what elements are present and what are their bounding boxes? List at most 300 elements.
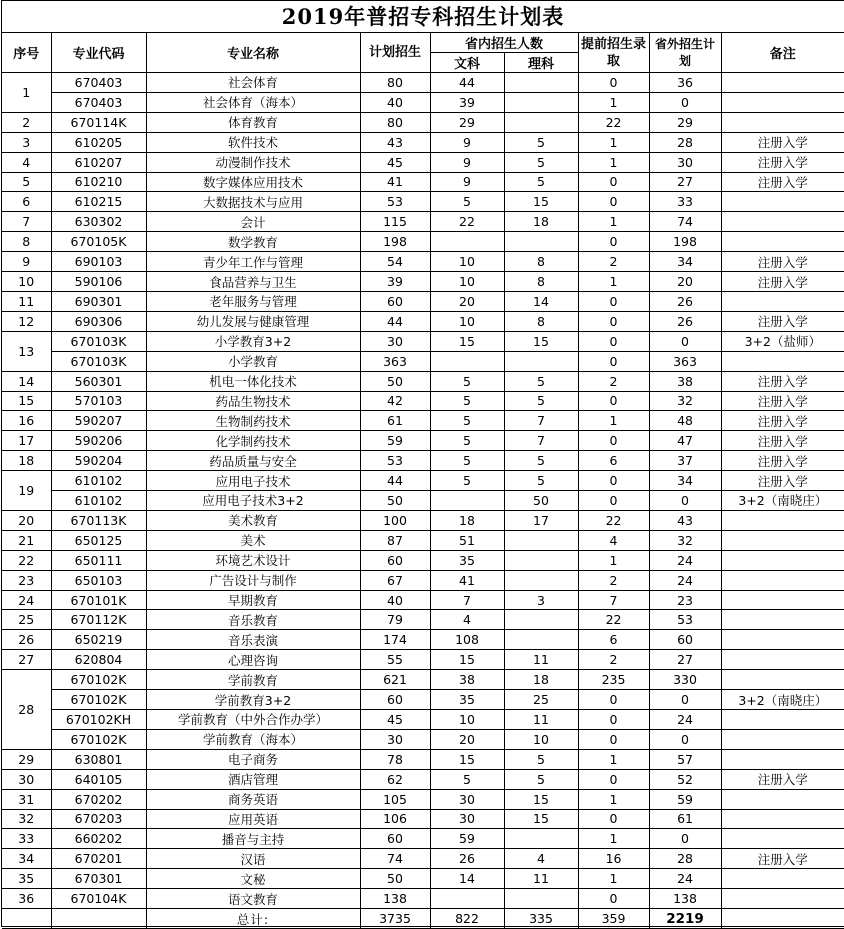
like-cell [504,550,578,570]
wenke-cell: 10 [430,311,504,331]
name-cell: 早期教育 [146,590,360,610]
code-cell: 610210 [51,172,146,192]
plan-cell: 138 [360,889,430,909]
remark-cell: 3+2（盐师） [721,331,844,351]
remark-cell [721,232,844,252]
wenke-cell: 30 [430,809,504,829]
header-name: 专业名称 [146,33,360,73]
table-row [2,749,844,769]
seq-cell: 29 [2,749,51,769]
seq-cell: 16 [2,411,51,431]
like-cell [504,530,578,550]
code-cell: 630801 [51,749,146,769]
header-seq: 序号 [2,33,51,73]
code-cell: 610207 [51,152,146,172]
remark-cell: 3+2（南晓庄） [721,491,844,511]
wenke-cell: 5 [430,192,504,212]
early-cell: 0 [578,729,649,749]
remark-cell: 注册入学 [721,391,844,411]
early-cell: 0 [578,73,649,93]
remark-cell [721,92,844,112]
code-cell: 610205 [51,132,146,152]
table-row [2,92,844,112]
plan-cell: 100 [360,510,430,530]
name-cell: 药品质量与安全 [146,451,360,471]
like-cell [504,351,578,371]
name-cell: 数学教育 [146,232,360,252]
remark-cell: 注册入学 [721,371,844,391]
seq-cell: 26 [2,630,51,650]
wenke-cell: 10 [430,272,504,292]
table-row [2,331,844,351]
like-cell [504,232,578,252]
early-cell: 22 [578,610,649,630]
plan-cell: 44 [360,471,430,491]
totals-seq-cell [2,909,51,929]
table-row [2,729,844,749]
totals-code-cell [51,909,146,929]
early-cell: 1 [578,152,649,172]
code-cell: 690103 [51,252,146,272]
plan-cell: 80 [360,112,430,132]
table-row [2,809,844,829]
wenke-cell: 15 [430,749,504,769]
name-cell: 学前教育（海本） [146,729,360,749]
remark-cell [721,789,844,809]
wenke-cell: 20 [430,729,504,749]
enrollment-plan-sheet [1,0,844,927]
name-cell: 应用电子技术3+2 [146,491,360,511]
wenke-cell: 5 [430,371,504,391]
seq-cell: 23 [2,570,51,590]
name-cell: 食品营养与卫生 [146,272,360,292]
seq-cell: 28 [2,670,51,750]
header-early: 提前招生录取 [578,33,649,73]
plan-cell: 39 [360,272,430,292]
out-province-cell: 60 [649,630,721,650]
early-cell: 2 [578,252,649,272]
name-cell: 幼儿发展与健康管理 [146,311,360,331]
like-cell [504,829,578,849]
plan-cell: 55 [360,650,430,670]
remark-cell: 注册入学 [721,471,844,491]
seq-cell: 19 [2,471,51,511]
code-cell: 590204 [51,451,146,471]
like-cell: 14 [504,291,578,311]
out-province-cell: 27 [649,650,721,670]
like-cell: 5 [504,152,578,172]
totals-label: 总计: [146,909,360,929]
seq-cell: 35 [2,869,51,889]
name-cell: 社会体育（海本） [146,92,360,112]
plan-cell: 105 [360,789,430,809]
remark-cell [721,530,844,550]
header-code: 专业代码 [51,33,146,73]
out-province-cell: 36 [649,73,721,93]
out-province-cell: 20 [649,272,721,292]
code-cell: 670104K [51,889,146,909]
table-row [2,172,844,192]
out-province-cell: 29 [649,112,721,132]
like-cell: 15 [504,192,578,212]
table-row [2,391,844,411]
out-province-cell: 0 [649,690,721,710]
remark-cell: 注册入学 [721,252,844,272]
plan-cell: 53 [360,451,430,471]
early-cell: 22 [578,112,649,132]
wenke-cell: 5 [430,471,504,491]
enrollment-table [2,33,844,929]
remark-cell [721,869,844,889]
remark-cell: 注册入学 [721,152,844,172]
remark-cell [721,550,844,570]
out-province-cell: 198 [649,232,721,252]
totals-out-province: 2219 [649,909,721,929]
code-cell: 670103K [51,351,146,371]
like-cell: 15 [504,331,578,351]
totals-remark-cell [721,909,844,929]
table-row [2,491,844,511]
code-cell: 640105 [51,769,146,789]
wenke-cell: 41 [430,570,504,590]
wenke-cell [430,232,504,252]
like-cell [504,889,578,909]
name-cell: 小学教育 [146,351,360,371]
like-cell: 17 [504,510,578,530]
remark-cell: 注册入学 [721,849,844,869]
out-province-cell: 34 [649,471,721,491]
wenke-cell: 38 [430,670,504,690]
like-cell: 8 [504,311,578,331]
code-cell: 670403 [51,92,146,112]
header-like: 理科 [504,53,578,73]
early-cell: 0 [578,690,649,710]
early-cell: 0 [578,710,649,730]
seq-cell: 7 [2,212,51,232]
plan-cell: 198 [360,232,430,252]
wenke-cell: 35 [430,550,504,570]
plan-cell: 59 [360,431,430,451]
wenke-cell: 44 [430,73,504,93]
seq-cell: 8 [2,232,51,252]
plan-cell: 62 [360,769,430,789]
plan-cell: 74 [360,849,430,869]
wenke-cell: 9 [430,132,504,152]
out-province-cell: 34 [649,252,721,272]
wenke-cell: 5 [430,411,504,431]
table-row [2,471,844,491]
out-province-cell: 28 [649,132,721,152]
table-row [2,530,844,550]
code-cell: 690301 [51,291,146,311]
like-cell: 50 [504,491,578,511]
totals-early: 359 [578,909,649,929]
remark-cell: 注册入学 [721,411,844,431]
like-cell: 10 [504,729,578,749]
code-cell: 670105K [51,232,146,252]
code-cell: 670113K [51,510,146,530]
early-cell: 1 [578,789,649,809]
header-row-1 [2,33,844,53]
name-cell: 心理咨询 [146,650,360,670]
table-row [2,371,844,391]
like-cell: 7 [504,411,578,431]
early-cell: 1 [578,829,649,849]
code-cell: 670102K [51,729,146,749]
early-cell: 0 [578,889,649,909]
like-cell: 5 [504,769,578,789]
code-cell: 660202 [51,829,146,849]
like-cell [504,92,578,112]
remark-cell [721,73,844,93]
plan-cell: 30 [360,729,430,749]
name-cell: 酒店管理 [146,769,360,789]
remark-cell: 注册入学 [721,451,844,471]
out-province-cell: 26 [649,291,721,311]
name-cell: 美术教育 [146,510,360,530]
table-row [2,291,844,311]
early-cell: 0 [578,232,649,252]
out-province-cell: 59 [649,789,721,809]
out-province-cell: 57 [649,749,721,769]
plan-cell: 115 [360,212,430,232]
out-province-cell: 0 [649,491,721,511]
code-cell: 670403 [51,73,146,93]
out-province-cell: 24 [649,570,721,590]
early-cell: 2 [578,650,649,670]
name-cell: 音乐表演 [146,630,360,650]
like-cell: 5 [504,471,578,491]
out-province-cell: 330 [649,670,721,690]
remark-cell [721,829,844,849]
wenke-cell: 51 [430,530,504,550]
table-row [2,789,844,809]
early-cell: 1 [578,550,649,570]
early-cell: 0 [578,331,649,351]
like-cell: 5 [504,371,578,391]
name-cell: 社会体育 [146,73,360,93]
out-province-cell: 0 [649,331,721,351]
early-cell: 2 [578,371,649,391]
out-province-cell: 23 [649,590,721,610]
early-cell: 22 [578,510,649,530]
remark-cell [721,630,844,650]
table-row [2,311,844,331]
remark-cell [721,510,844,530]
out-province-cell: 24 [649,550,721,570]
plan-cell: 42 [360,391,430,411]
header-plan: 计划招生 [360,33,430,73]
plan-cell: 363 [360,351,430,371]
wenke-cell: 26 [430,849,504,869]
remark-cell [721,610,844,630]
code-cell: 610215 [51,192,146,212]
remark-cell [721,710,844,730]
early-cell: 1 [578,272,649,292]
like-cell [504,112,578,132]
plan-cell: 30 [360,331,430,351]
remark-cell: 注册入学 [721,769,844,789]
plan-cell: 40 [360,92,430,112]
like-cell: 5 [504,132,578,152]
remark-cell: 注册入学 [721,311,844,331]
code-cell: 670114K [51,112,146,132]
out-province-cell: 33 [649,192,721,212]
seq-cell: 24 [2,590,51,610]
remark-cell: 3+2（南晓庄） [721,690,844,710]
out-province-cell: 61 [649,809,721,829]
code-cell: 670102K [51,670,146,690]
early-cell: 6 [578,451,649,471]
name-cell: 学前教育 [146,670,360,690]
name-cell: 机电一体化技术 [146,371,360,391]
out-province-cell: 52 [649,769,721,789]
out-province-cell: 363 [649,351,721,371]
code-cell: 590206 [51,431,146,451]
remark-cell [721,670,844,690]
like-cell: 7 [504,431,578,451]
like-cell: 5 [504,749,578,769]
plan-cell: 50 [360,371,430,391]
like-cell [504,610,578,630]
wenke-cell: 39 [430,92,504,112]
early-cell: 0 [578,192,649,212]
name-cell: 数字媒体应用技术 [146,172,360,192]
plan-cell: 60 [360,690,430,710]
table-row [2,590,844,610]
table-row [2,869,844,889]
name-cell: 汉语 [146,849,360,869]
early-cell: 16 [578,849,649,869]
table-body [2,73,844,929]
totals-row [2,909,844,929]
table-row [2,889,844,909]
seq-cell: 10 [2,272,51,292]
wenke-cell: 5 [430,431,504,451]
out-province-cell: 74 [649,212,721,232]
name-cell: 语文教育 [146,889,360,909]
table-row [2,112,844,132]
out-province-cell: 28 [649,849,721,869]
header-in-province: 省内招生人数 [430,33,578,53]
name-cell: 文秘 [146,869,360,889]
code-cell: 690306 [51,311,146,331]
header-out-province: 省外招生计划 [649,33,721,73]
seq-cell: 4 [2,152,51,172]
table-row [2,411,844,431]
wenke-cell: 5 [430,769,504,789]
early-cell: 0 [578,809,649,829]
wenke-cell: 4 [430,610,504,630]
like-cell: 3 [504,590,578,610]
plan-cell: 78 [360,749,430,769]
like-cell: 18 [504,670,578,690]
seq-cell: 3 [2,132,51,152]
name-cell: 大数据技术与应用 [146,192,360,212]
seq-cell: 13 [2,331,51,371]
remark-cell: 注册入学 [721,431,844,451]
early-cell: 235 [578,670,649,690]
like-cell: 11 [504,710,578,730]
wenke-cell: 15 [430,331,504,351]
table-row [2,829,844,849]
seq-cell: 12 [2,311,51,331]
header-remark: 备注 [721,33,844,73]
name-cell: 应用英语 [146,809,360,829]
name-cell: 美术 [146,530,360,550]
remark-cell [721,729,844,749]
seq-cell: 27 [2,650,51,670]
out-province-cell: 24 [649,710,721,730]
out-province-cell: 27 [649,172,721,192]
name-cell: 会计 [146,212,360,232]
seq-cell: 31 [2,789,51,809]
out-province-cell: 138 [649,889,721,909]
plan-cell: 60 [360,829,430,849]
wenke-cell: 9 [430,172,504,192]
seq-cell: 25 [2,610,51,630]
table-row [2,550,844,570]
code-cell: 670102K [51,690,146,710]
table-row [2,610,844,630]
name-cell: 体育教育 [146,112,360,132]
seq-cell: 36 [2,889,51,909]
out-province-cell: 32 [649,530,721,550]
wenke-cell: 18 [430,510,504,530]
wenke-cell: 35 [430,690,504,710]
wenke-cell: 20 [430,291,504,311]
like-cell: 8 [504,272,578,292]
like-cell: 15 [504,789,578,809]
plan-cell: 45 [360,152,430,172]
plan-cell: 44 [360,311,430,331]
like-cell: 5 [504,391,578,411]
seq-cell: 2 [2,112,51,132]
remark-cell [721,192,844,212]
table-row [2,212,844,232]
out-province-cell: 0 [649,729,721,749]
totals-plan: 3735 [360,909,430,929]
remark-cell [721,809,844,829]
table-row [2,252,844,272]
early-cell: 1 [578,212,649,232]
name-cell: 商务英语 [146,789,360,809]
name-cell: 广告设计与制作 [146,570,360,590]
out-province-cell: 32 [649,391,721,411]
name-cell: 药品生物技术 [146,391,360,411]
seq-cell: 15 [2,391,51,411]
totals-like: 335 [504,909,578,929]
name-cell: 动漫制作技术 [146,152,360,172]
plan-cell: 50 [360,491,430,511]
code-cell: 590207 [51,411,146,431]
seq-cell: 17 [2,431,51,451]
code-cell: 670101K [51,590,146,610]
wenke-cell: 14 [430,869,504,889]
wenke-cell: 22 [430,212,504,232]
early-cell: 0 [578,311,649,331]
code-cell: 650125 [51,530,146,550]
header-wenke: 文科 [430,53,504,73]
name-cell: 学前教育3+2 [146,690,360,710]
wenke-cell: 29 [430,112,504,132]
early-cell: 1 [578,92,649,112]
early-cell: 0 [578,431,649,451]
table-row [2,232,844,252]
out-province-cell: 37 [649,451,721,471]
table-row [2,710,844,730]
plan-cell: 54 [360,252,430,272]
